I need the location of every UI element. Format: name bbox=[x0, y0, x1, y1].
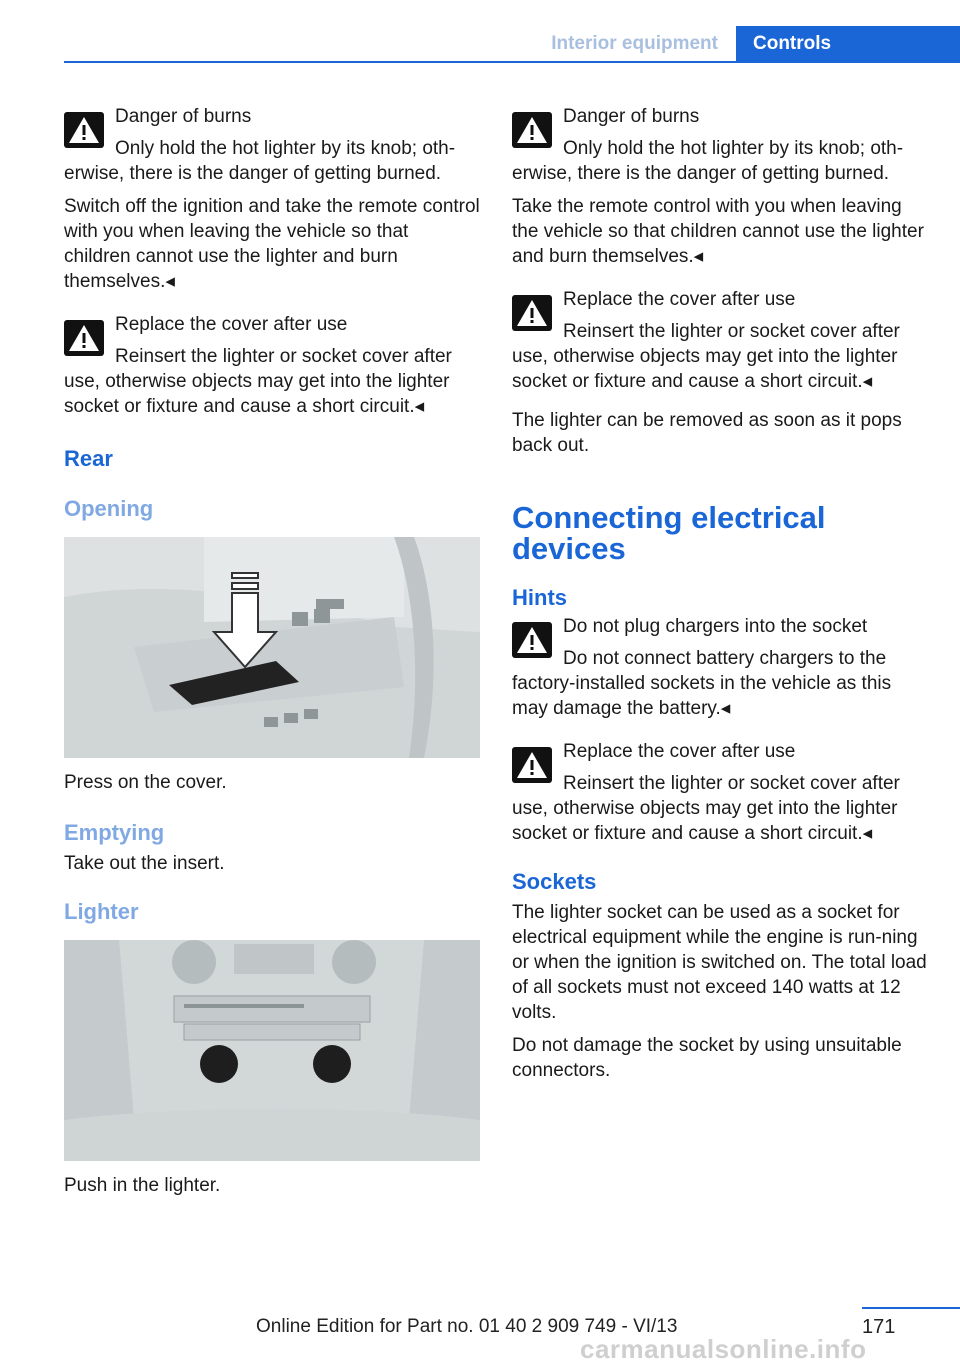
photo-ashtray-opening bbox=[64, 537, 480, 758]
heading-hints: Hints bbox=[512, 585, 567, 610]
right-column bbox=[512, 100, 928, 1083]
heading-rear: Rear bbox=[64, 446, 113, 471]
warning-triangle-icon bbox=[512, 622, 552, 658]
warning-burns bbox=[64, 104, 480, 294]
warning-title: Replace the cover after use bbox=[563, 289, 796, 310]
warning-triangle-icon bbox=[64, 112, 104, 148]
warning-chargers bbox=[512, 614, 928, 721]
opening-text: Press on the cover. bbox=[64, 772, 227, 793]
heading-sockets: Sockets bbox=[512, 869, 597, 894]
warning-triangle-icon bbox=[512, 112, 552, 148]
warning-extra-text: Switch off the ignition and take the remote control with you when leaving the vehicle so that children cannot use the lighter and burn themselves.◂ bbox=[64, 196, 480, 292]
warning-body-line1: Reinsert the lighter or socket cover after bbox=[563, 321, 900, 342]
warning-body-line1: Reinsert the lighter or socket cover after bbox=[115, 346, 452, 367]
warning-body-line1: Reinsert the lighter or socket cover after bbox=[563, 773, 900, 794]
warning-body-line2: erwise, there is the danger of getting burned. bbox=[512, 163, 890, 184]
sockets-text-2: Do not damage the socket by using unsuitable connectors. bbox=[512, 1035, 902, 1081]
warning-triangle-icon bbox=[512, 747, 552, 783]
warning-body-line2: erwise, there is the danger of getting burned. bbox=[64, 163, 442, 184]
watermark: carmanualsonline.info bbox=[580, 1334, 867, 1364]
warning-burns bbox=[512, 104, 928, 269]
heading-connecting-devices: Connecting electrical devices bbox=[512, 500, 826, 566]
warning-body-line1: Do not connect battery chargers to the bbox=[563, 648, 887, 669]
header-section: Interior equipment bbox=[551, 33, 718, 54]
emptying-text: Take out the insert. bbox=[64, 853, 225, 874]
heading-lighter: Lighter bbox=[64, 899, 139, 924]
heading-opening: Opening bbox=[64, 496, 154, 521]
left-column bbox=[64, 100, 480, 1198]
footer-rule bbox=[862, 1307, 960, 1309]
lighter-text: Push in the lighter. bbox=[64, 1175, 221, 1196]
header-rule bbox=[64, 61, 960, 63]
warning-title: Danger of burns bbox=[115, 106, 252, 127]
warning-body-line1: Only hold the hot lighter by its knob; oth- bbox=[115, 138, 456, 159]
warning-replace-cover bbox=[512, 287, 928, 394]
warning-body-line2: use, otherwise objects may get into the lighter socket or fixture and cause a short circuit.◂ bbox=[512, 798, 898, 844]
heading-emptying: Emptying bbox=[64, 820, 165, 845]
warning-title: Replace the cover after use bbox=[115, 314, 348, 335]
page-number: 171 bbox=[862, 1316, 896, 1338]
warning-triangle-icon bbox=[64, 320, 104, 356]
warning-title: Danger of burns bbox=[563, 106, 700, 127]
warning-body-line2: use, otherwise objects may get into the lighter socket or fixture and cause a short circuit.◂ bbox=[64, 371, 450, 417]
sockets-text: The lighter socket can be used as a socket for electrical equipment while the engine is run-ning or when the ignition is switched on. The total load of all sockets must not exceed 140 watts at 12 volts. bbox=[512, 902, 927, 1023]
warning-body-line1: Only hold the hot lighter by its knob; oth- bbox=[563, 138, 904, 159]
warning-body-line2: use, otherwise objects may get into the lighter socket or fixture and cause a short circuit.◂ bbox=[512, 346, 898, 392]
photo-rear-lighter bbox=[64, 940, 480, 1161]
footer-edition: Online Edition for Part no. 01 40 2 909 749 - VI/13 bbox=[256, 1316, 678, 1337]
warning-extra-text: Take the remote control with you when leaving the vehicle so that children cannot use the lighter and burn themselves.◂ bbox=[512, 196, 924, 267]
lighter-removed-text: The lighter can be removed as soon as it pops back out. bbox=[512, 410, 902, 456]
warning-title: Do not plug chargers into the socket bbox=[563, 616, 868, 637]
warning-replace-cover-2 bbox=[512, 739, 928, 846]
warning-triangle-icon bbox=[512, 295, 552, 331]
warning-replace-cover bbox=[64, 312, 480, 419]
warning-title: Replace the cover after use bbox=[563, 741, 796, 762]
warning-body-line2: factory-installed sockets in the vehicle as this may damage the battery.◂ bbox=[512, 673, 892, 719]
header-tab-controls: Controls bbox=[736, 26, 960, 62]
